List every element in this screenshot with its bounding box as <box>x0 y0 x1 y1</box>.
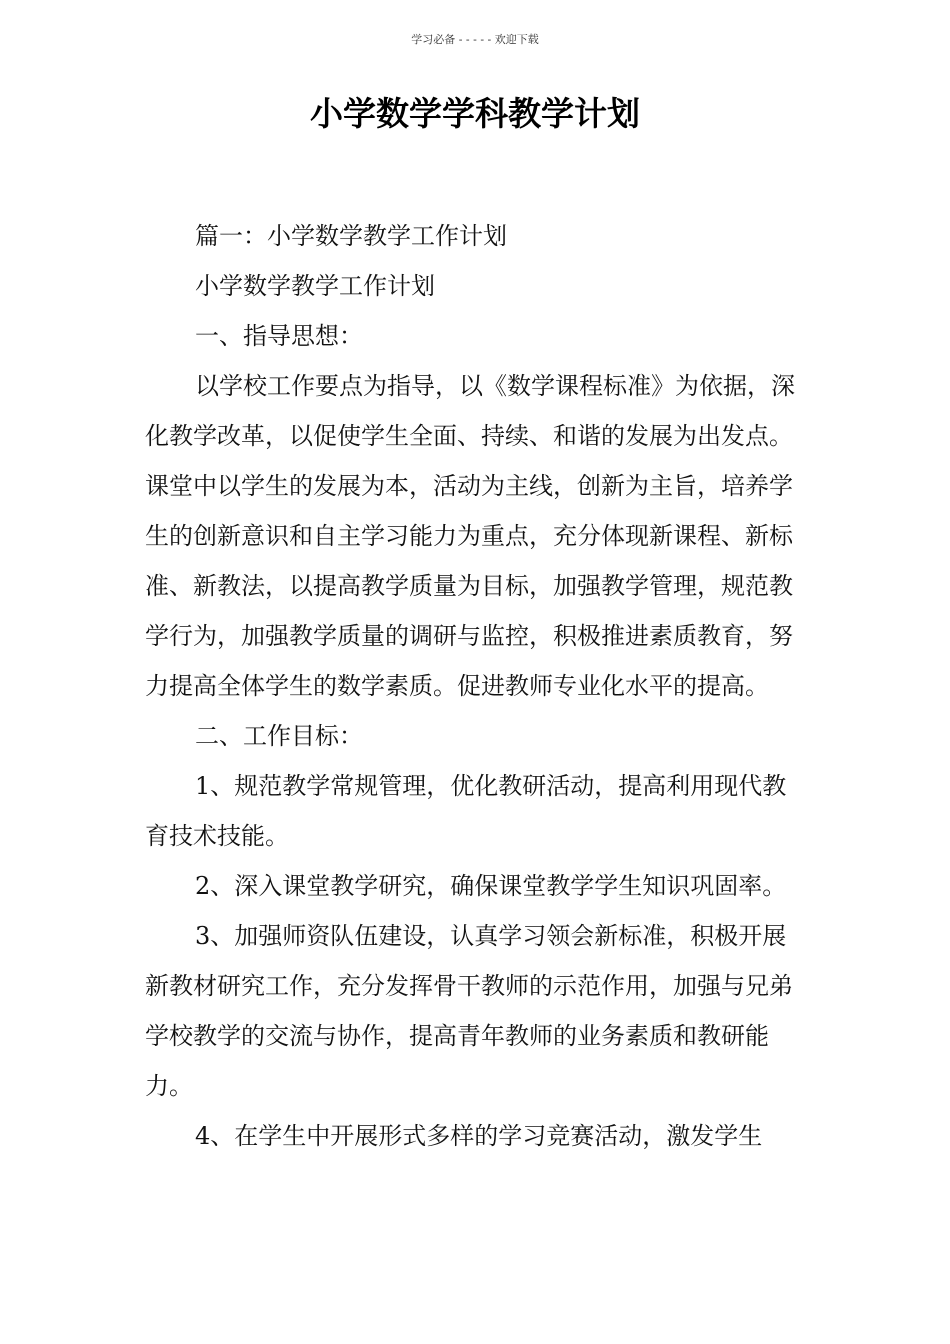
section-heading-guiding-thought: 一、指导思想： <box>195 322 363 350</box>
list-item-goal-2: 2、深入课堂教学研究，确保课堂教学学生知识巩固率。 <box>195 872 787 900</box>
document-title: 小学数学学科教学计划 <box>310 94 640 133</box>
list-item-goal-3: 3、加强师资队伍建设，认真学习领会新标准，积极开展新教材研究工作，充分发挥骨干教师的示范作用，加强与兄弟学校教学的交流与协作，提高青年教师的业务素质和教研能力。 <box>145 922 793 1100</box>
document-body <box>145 211 810 1161</box>
section-heading-work-goals: 二、工作目标： <box>195 722 363 750</box>
paragraph-guiding-thought: 以学校工作要点为指导，以《数学课程标准》为依据，深化教学改革，以促使学生全面、持续、和谐的发展为出发点。课堂中以学生的发展为本，活动为主线，创新为主旨，培养学生的创新意识和自主学习能力为重点，充分体现新课程、新标准、新教法，以提高教学质量为目标，加强教学管理，规范教学行为，加强教学质量的调研与监控，积极推进素质教育，努力提高全体学生的数学素质。促进教师专业化水平的提高。 <box>145 372 795 700</box>
subtitle: 小学数学教学工作计划 <box>195 272 435 300</box>
page-header: 学习必备 - - - - - 欢迎下载 <box>411 33 539 46</box>
list-item-goal-4: 4、在学生中开展形式多样的学习竞赛活动，激发学生 <box>195 1122 763 1150</box>
list-item-goal-1: 1、规范教学常规管理，优化教研活动，提高利用现代教育技术技能。 <box>145 772 787 850</box>
section-heading-part1: 篇一：小学数学教学工作计划 <box>195 222 507 250</box>
